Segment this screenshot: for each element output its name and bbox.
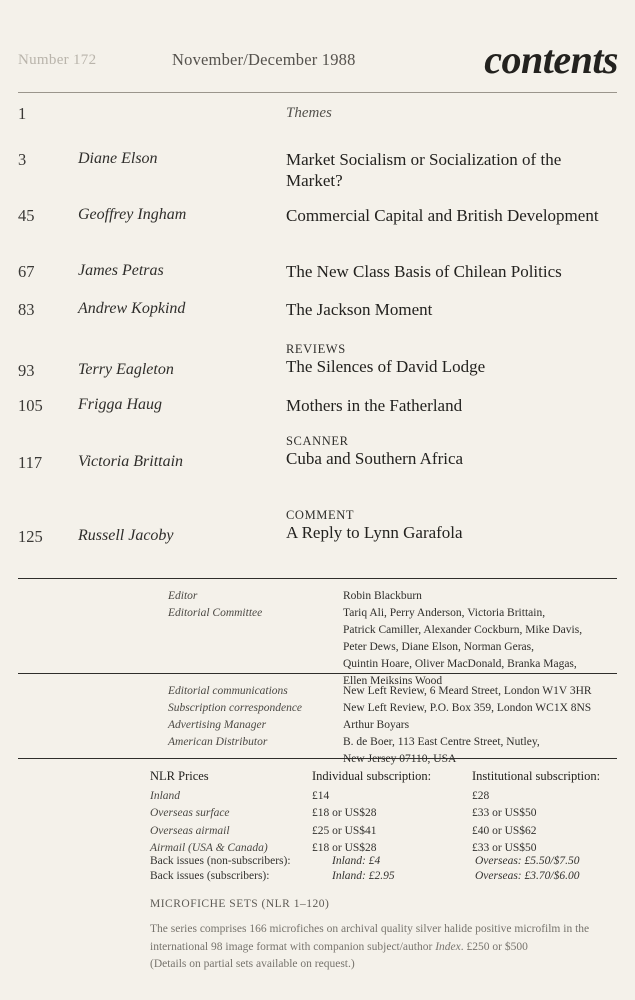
toc-page-number: 1 bbox=[18, 104, 27, 123]
masthead bbox=[18, 37, 618, 86]
committee-line: Ellen Meiksins Wood bbox=[343, 675, 443, 688]
price-label: Airmail (USA & Canada) bbox=[150, 842, 268, 855]
committee-line: Tariq Ali, Perry Anderson, Victoria Brittain, bbox=[343, 607, 546, 620]
toc-entry[interactable] bbox=[18, 262, 618, 284]
toc-author: Andrew Kopkind bbox=[78, 300, 186, 317]
prices-block bbox=[18, 767, 617, 858]
editorial-committee-label: Editorial Committee bbox=[168, 607, 263, 620]
toc-page-number: 117 bbox=[18, 453, 43, 472]
toc-title: Themes bbox=[286, 105, 332, 121]
editorial-masthead-values bbox=[343, 588, 633, 690]
toc-page-number: 93 bbox=[18, 361, 35, 380]
back-issue-label: Back issues (subscribers): bbox=[150, 870, 270, 882]
microfiche-line-2 bbox=[150, 939, 620, 956]
microfiche-line-2a: international 98 image format with companion subject/author bbox=[150, 940, 436, 953]
microfiche-index-word: Index bbox=[435, 940, 461, 953]
prices-title: NLR Prices bbox=[150, 769, 209, 783]
colophon-divider-top bbox=[18, 578, 617, 579]
address-label: American Distributor bbox=[168, 736, 268, 749]
toc-title: Commercial Capital and British Development bbox=[286, 206, 599, 225]
address-labels bbox=[168, 683, 343, 751]
toc-author: Terry Eagleton bbox=[78, 361, 174, 378]
column-individual: Individual subscription: bbox=[312, 769, 432, 783]
toc-author: James Petras bbox=[78, 262, 164, 279]
column-institutional: Institutional subscription: bbox=[472, 769, 601, 783]
toc-title: A Reply to Lynn Garafola bbox=[286, 523, 463, 543]
prices-table bbox=[150, 767, 620, 858]
toc-title-block bbox=[286, 150, 616, 191]
price-institutional: £40 or US$62 bbox=[472, 824, 537, 837]
table-row bbox=[150, 788, 620, 805]
toc-title: The New Class Basis of Chilean Politics bbox=[286, 262, 562, 281]
prices-table-head bbox=[150, 767, 620, 788]
price-individual: £18 or US$28 bbox=[312, 807, 377, 820]
microfiche-line-2c: . £250 or $500 bbox=[460, 940, 528, 953]
address-value: New Jersey 07110, USA bbox=[343, 753, 457, 766]
toc-page-number: 105 bbox=[18, 396, 43, 415]
price-individual: £14 bbox=[312, 790, 330, 802]
toc-title-block bbox=[286, 342, 616, 378]
toc-page-number: 45 bbox=[18, 206, 35, 225]
address-value: Arthur Boyars bbox=[343, 719, 410, 732]
toc-entry[interactable] bbox=[18, 508, 618, 546]
microfiche-line-1: The series comprises 166 microfiches on archival quality silver halide positive microfilm in the bbox=[150, 923, 590, 936]
toc-page-number: 67 bbox=[18, 262, 35, 281]
toc-author: Geoffrey Ingham bbox=[78, 206, 187, 223]
toc-title-block bbox=[286, 508, 616, 544]
toc-section-heading: REVIEWS bbox=[286, 342, 346, 356]
contents-wordmark: contents bbox=[484, 37, 618, 82]
address-label: Editorial communications bbox=[168, 685, 288, 697]
price-institutional: £33 or US$50 bbox=[472, 842, 537, 855]
address-value: New Left Review, 6 Meard Street, London W1V 3HR bbox=[343, 685, 592, 697]
toc-title: Mothers in the Fatherland bbox=[286, 396, 463, 415]
issue-date: November/December 1988 bbox=[172, 50, 356, 69]
price-institutional: £28 bbox=[472, 790, 490, 802]
committee-line: Peter Dews, Diane Elson, Norman Geras, bbox=[343, 641, 534, 654]
toc-title-block bbox=[286, 104, 616, 122]
toc-entry[interactable] bbox=[18, 342, 618, 380]
committee-line: Quintin Hoare, Oliver MacDonald, Branka Magas, bbox=[343, 658, 577, 671]
colophon-divider-middle bbox=[18, 673, 617, 674]
address-value: New Left Review, P.O. Box 359, London WC1X 8NS bbox=[343, 702, 592, 715]
toc-title-block bbox=[286, 262, 616, 283]
address-value: B. de Boer, 113 East Centre Street, Nutley, bbox=[343, 736, 540, 749]
toc-entry[interactable] bbox=[18, 104, 618, 126]
toc-author: Frigga Haug bbox=[78, 396, 162, 413]
back-issue-inland: Inland: £2.95 bbox=[332, 870, 395, 882]
toc-entry[interactable] bbox=[18, 396, 618, 418]
price-institutional: £33 or US$50 bbox=[472, 807, 537, 820]
microfiche-body bbox=[150, 921, 620, 973]
price-label: Inland bbox=[150, 790, 181, 802]
prices-table-body bbox=[150, 788, 620, 858]
toc-page-number: 3 bbox=[18, 150, 27, 169]
back-issue-row bbox=[150, 867, 620, 882]
editor-label: Editor bbox=[168, 590, 198, 602]
table-header-row bbox=[150, 767, 620, 788]
toc-section-heading: COMMENT bbox=[286, 508, 355, 522]
toc-author: Russell Jacoby bbox=[78, 527, 174, 544]
editorial-masthead-labels bbox=[168, 588, 343, 622]
header-divider bbox=[18, 92, 617, 93]
prices-divider bbox=[18, 758, 617, 759]
editor-value: Robin Blackburn bbox=[343, 590, 422, 602]
toc-title-block bbox=[286, 206, 616, 227]
price-individual: £18 or US$28 bbox=[312, 842, 377, 855]
toc-page-number: 125 bbox=[18, 527, 43, 546]
microfiche-line-3: (Details on partial sets available on request.) bbox=[150, 957, 355, 970]
microfiche-title: MICROFICHE SETS (NLR 1–120) bbox=[150, 898, 330, 910]
toc-author: Diane Elson bbox=[78, 150, 158, 167]
back-issue-inland: Inland: £4 bbox=[332, 855, 381, 867]
toc-title-block bbox=[286, 396, 616, 417]
toc-title: The Silences of David Lodge bbox=[286, 357, 486, 377]
toc-entry[interactable] bbox=[18, 434, 618, 472]
microfiche-block bbox=[150, 896, 620, 973]
toc-entry[interactable] bbox=[18, 206, 618, 228]
back-issue-overseas: Overseas: £5.50/$7.50 bbox=[475, 855, 580, 867]
back-issue-row bbox=[150, 852, 620, 867]
toc-title: Market Socialism or Socialization of the Market? bbox=[286, 150, 562, 190]
issue-number: Number 172 bbox=[18, 52, 97, 68]
back-issues-block bbox=[150, 852, 620, 882]
toc-section-heading: SCANNER bbox=[286, 434, 349, 448]
back-issue-overseas: Overseas: £3.70/$6.00 bbox=[475, 870, 580, 882]
price-individual: £25 or US$41 bbox=[312, 824, 377, 837]
back-issue-label: Back issues (non-subscribers): bbox=[150, 855, 291, 867]
toc-title-block bbox=[286, 300, 616, 321]
toc-entry[interactable] bbox=[18, 150, 618, 190]
price-label: Overseas surface bbox=[150, 807, 230, 820]
address-label: Advertising Manager bbox=[168, 719, 267, 732]
toc-entry[interactable] bbox=[18, 300, 618, 322]
editorial-committee-value bbox=[343, 605, 633, 690]
address-label: Subscription correspondence bbox=[168, 702, 303, 715]
price-label: Overseas airmail bbox=[150, 824, 230, 837]
toc-title: Cuba and Southern Africa bbox=[286, 449, 464, 469]
table-row bbox=[150, 805, 620, 822]
address-values bbox=[343, 683, 633, 768]
table-row bbox=[150, 823, 620, 840]
toc-author: Victoria Brittain bbox=[78, 453, 184, 470]
toc-page-number: 83 bbox=[18, 300, 35, 319]
toc-title-block bbox=[286, 434, 616, 470]
toc-title: The Jackson Moment bbox=[286, 300, 433, 319]
committee-line: Patrick Camiller, Alexander Cockburn, Mike Davis, bbox=[343, 624, 583, 637]
